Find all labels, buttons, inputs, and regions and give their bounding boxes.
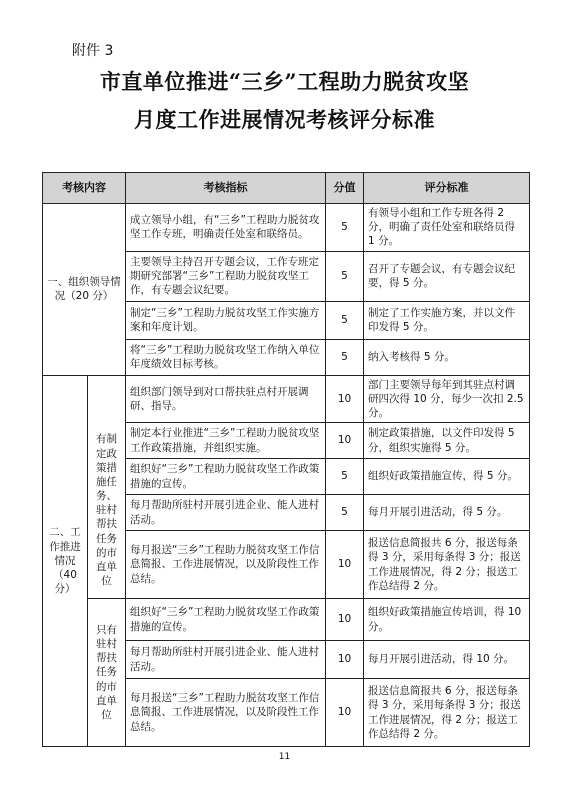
score-cell: 5 (326, 459, 364, 495)
score-cell: 10 (326, 375, 364, 423)
standard-cell: 报送信息简报共 6 分，报送每条得 3 分，采用每条得 3 分；报送工作进展情况，得 2 分；报送工作总结得 2 分。 (364, 531, 530, 599)
category-progress: 二、工作推进情况（40 分） (43, 375, 88, 747)
standard-cell: 每月开展引进活动，得 10 分。 (364, 641, 530, 679)
score-cell: 5 (326, 339, 364, 375)
standard-cell: 组织好政策措施宣传培训，得 10 分。 (364, 599, 530, 641)
header-indicator: 考核指标 (126, 173, 326, 204)
table-header-row (43, 173, 530, 204)
category-organization: 一、组织领导情况（20 分） (43, 204, 126, 376)
standard-cell: 制定政策措施，以文件印发得 5 分，组织实施得 5 分。 (364, 423, 530, 459)
page-title-line2: 月度工作进展情况考核评分标准 (134, 107, 435, 132)
standard-cell: 纳入考核得 5 分。 (364, 339, 530, 375)
table-row (43, 375, 530, 423)
indicator-cell: 每月报送“三乡”工程助力脱贫攻坚工作信息简报、工作进展情况，以及阶段性工作总结。 (126, 679, 326, 747)
score-cell: 10 (326, 599, 364, 641)
header-standard: 评分标准 (364, 173, 530, 204)
subcategory-village-only: 只有驻村帮扶任务的市直单位 (88, 599, 126, 747)
indicator-cell: 每月帮助所驻村开展引进企业、能人进村活动。 (126, 641, 326, 679)
score-cell: 10 (326, 679, 364, 747)
indicator-cell: 主要领导主持召开专题会议，工作专班定期研究部署“三乡”工程助力脱贫攻坚工作，有专题会议纪要。 (126, 251, 326, 301)
standard-cell: 每月开展引进活动，得 5 分。 (364, 495, 530, 531)
score-cell: 10 (326, 423, 364, 459)
indicator-cell: 组织好“三乡”工程助力脱贫攻坚工作政策措施的宣传。 (126, 599, 326, 641)
header-score: 分值 (326, 173, 364, 204)
standard-cell: 制定了工作实施方案，并以文件印发得 5 分。 (364, 301, 530, 339)
indicator-cell: 组织部门领导到对口帮扶驻点村开展调研、指导。 (126, 375, 326, 423)
score-cell: 5 (326, 251, 364, 301)
score-cell: 10 (326, 641, 364, 679)
indicator-cell: 每月帮助所驻村开展引进企业、能人进村活动。 (126, 495, 326, 531)
standard-cell: 部门主要领导每年到其驻点村调研四次得 10 分，每少一次扣 2.5 分。 (364, 375, 530, 423)
standard-cell: 有领导小组和工作专班各得 2 分，明确了责任处室和联络员得 1 分。 (364, 204, 530, 252)
scoring-table (42, 172, 530, 747)
indicator-cell: 将“三乡”工程助力脱贫攻坚工作纳入单位年度绩效目标考核。 (126, 339, 326, 375)
standard-cell: 报送信息简报共 6 分，报送每条得 3 分，采用每条得 3 分；报送工作进展情况，得 2 分；报送工作总结得 2 分。 (364, 679, 530, 747)
table-row (43, 204, 530, 252)
page-number: 11 (278, 752, 291, 762)
header-content: 考核内容 (43, 173, 126, 204)
score-cell: 5 (326, 301, 364, 339)
indicator-cell: 制定本行业推进“三乡”工程助力脱贫攻坚工作政策措施，并组织实施。 (126, 423, 326, 459)
score-cell: 10 (326, 531, 364, 599)
subcategory-policy-and-village: 有制定政策措施任务、驻村帮扶任务的市直单位 (88, 423, 126, 599)
indicator-cell: 制定“三乡”工程助力脱贫攻坚工作实施方案和年度计划。 (126, 301, 326, 339)
indicator-cell: 组织好“三乡”工程助力脱贫攻坚工作政策措施的宣传。 (126, 459, 326, 495)
standard-cell: 组织好政策措施宣传，得 5 分。 (364, 459, 530, 495)
indicator-cell: 每月报送“三乡”工程助力脱贫攻坚工作信息简报、工作进展情况，以及阶段性工作总结。 (126, 531, 326, 599)
standard-cell: 召开了专题会议，有专题会议纪要，得 5 分。 (364, 251, 530, 301)
score-cell: 5 (326, 495, 364, 531)
indicator-cell: 成立领导小组，有“三乡”工程助力脱贫攻坚工作专班，明确责任处室和联络员。 (126, 204, 326, 252)
table-row (43, 599, 530, 641)
attachment-label: 附件 3 (72, 43, 114, 59)
score-cell: 5 (326, 204, 364, 252)
page-title-line1: 市直单位推进“三乡”工程助力脱贫攻坚 (99, 69, 470, 94)
table-row (43, 423, 530, 459)
